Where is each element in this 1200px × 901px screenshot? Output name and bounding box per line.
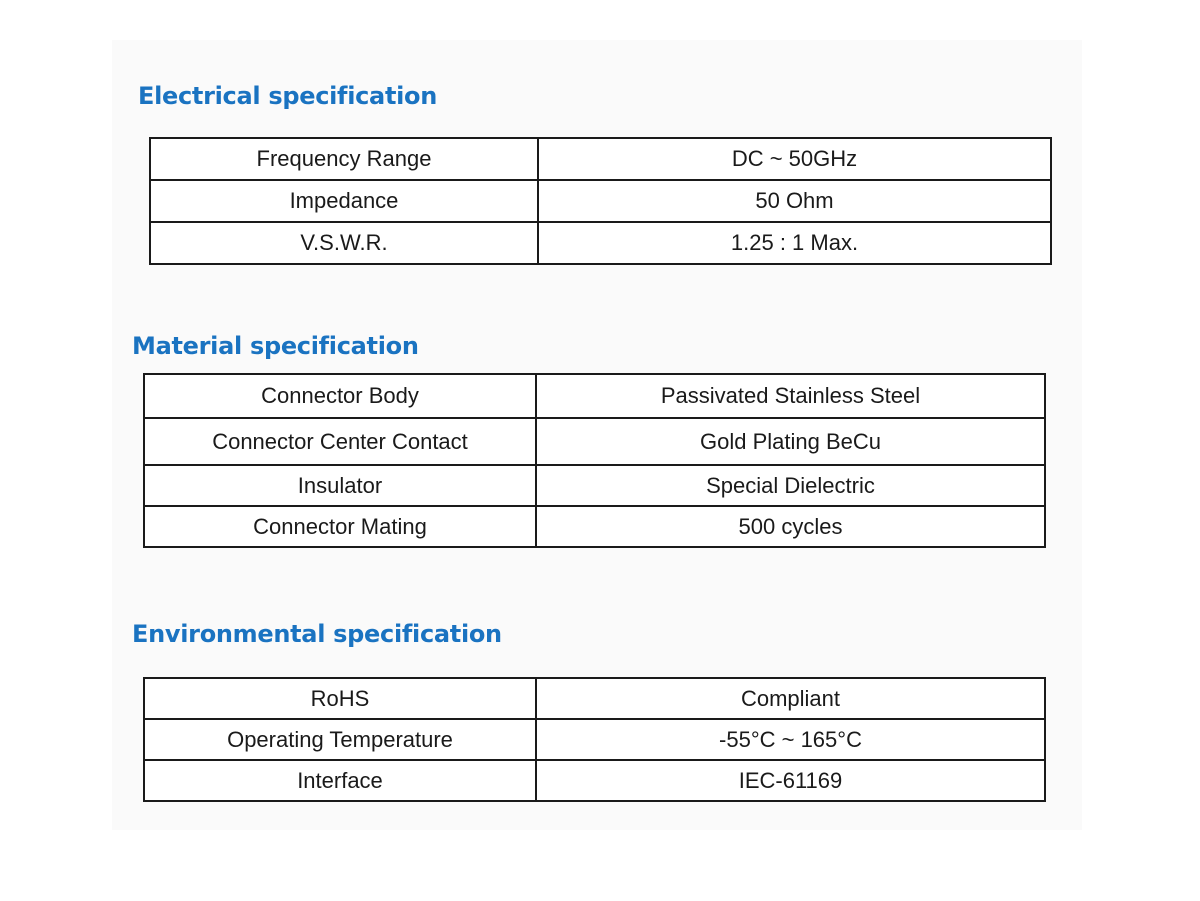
table-row xyxy=(144,374,1045,418)
spec-label: RoHS xyxy=(144,678,536,719)
spec-value: Special Dielectric xyxy=(536,465,1045,506)
spec-value: Gold Plating BeCu xyxy=(536,418,1045,465)
spec-value: 1.25 : 1 Max. xyxy=(538,222,1051,264)
material-spec-table xyxy=(143,373,1046,548)
spec-label: Connector Body xyxy=(144,374,536,418)
spec-label: Connector Mating xyxy=(144,506,536,547)
electrical-spec-table xyxy=(149,137,1052,265)
spec-label: V.S.W.R. xyxy=(150,222,538,264)
table-row xyxy=(150,180,1051,222)
spec-label: Interface xyxy=(144,760,536,801)
spec-value: -55°C ~ 165°C xyxy=(536,719,1045,760)
table-row xyxy=(144,678,1045,719)
environmental-spec-table xyxy=(143,677,1046,802)
environmental-spec-heading: Environmental specification xyxy=(132,620,502,648)
spec-value: Compliant xyxy=(536,678,1045,719)
spec-value: IEC-61169 xyxy=(536,760,1045,801)
table-row xyxy=(144,719,1045,760)
table-row xyxy=(150,138,1051,180)
table-row xyxy=(144,465,1045,506)
table-row xyxy=(150,222,1051,264)
spec-value: 500 cycles xyxy=(536,506,1045,547)
spec-value: Passivated Stainless Steel xyxy=(536,374,1045,418)
electrical-spec-heading: Electrical specification xyxy=(138,82,438,110)
spec-label: Impedance xyxy=(150,180,538,222)
table-row xyxy=(144,506,1045,547)
spec-label: Insulator xyxy=(144,465,536,506)
table-row xyxy=(144,760,1045,801)
spec-value: 50 Ohm xyxy=(538,180,1051,222)
table-row xyxy=(144,418,1045,465)
spec-value: DC ~ 50GHz xyxy=(538,138,1051,180)
spec-label: Connector Center Contact xyxy=(144,418,536,465)
spec-label: Operating Temperature xyxy=(144,719,536,760)
spec-label: Frequency Range xyxy=(150,138,538,180)
material-spec-heading: Material specification xyxy=(132,332,419,360)
